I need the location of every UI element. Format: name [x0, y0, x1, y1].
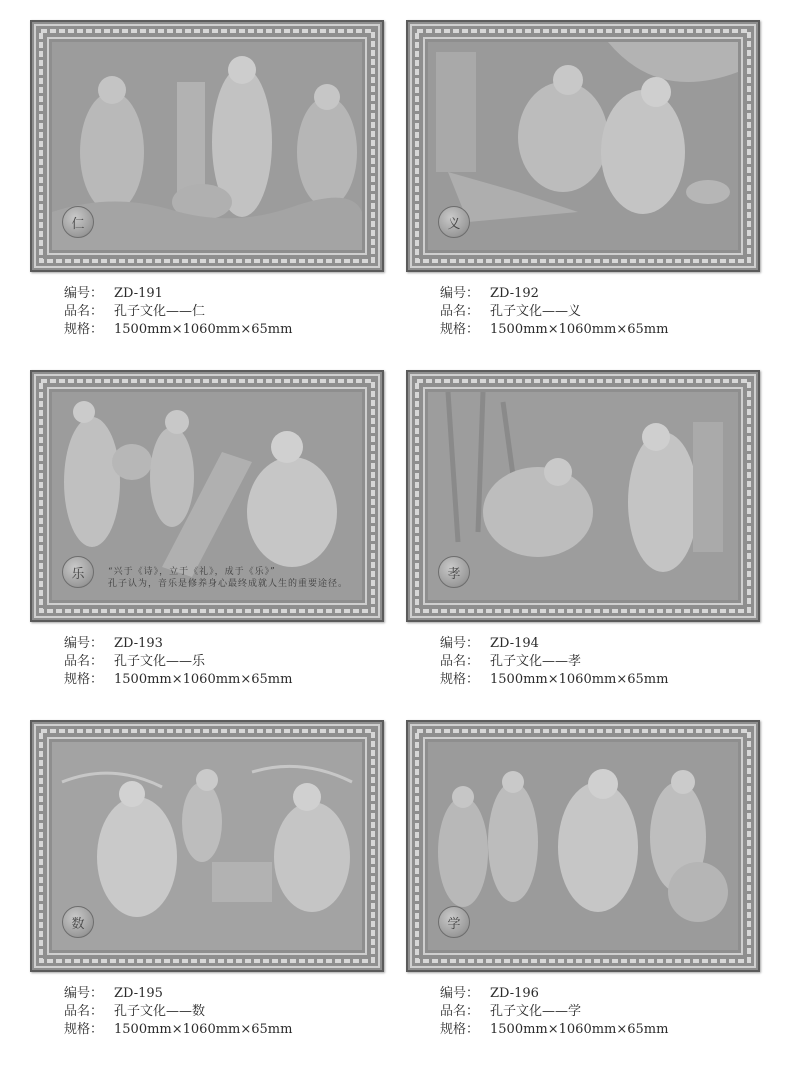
product-spec: 1500mm×1060mm×65mm [114, 672, 293, 687]
product-code: ZD-194 [490, 636, 539, 651]
name-label: 品名： [440, 1004, 480, 1019]
product-spec: 1500mm×1060mm×65mm [114, 1022, 293, 1037]
name-label: 品名： [64, 1004, 104, 1019]
code-label: 编号： [64, 986, 104, 1001]
seal-medallion: 仁 [62, 206, 94, 238]
product-name: 孔子文化——学 [490, 1004, 582, 1019]
seal-medallion: 孝 [438, 556, 470, 588]
spec-label: 规格： [64, 322, 104, 337]
product-spec: 1500mm×1060mm×65mm [490, 1022, 669, 1037]
product-code: ZD-193 [114, 636, 163, 651]
product-name: 孔子文化——义 [490, 304, 582, 319]
seal-medallion: 学 [438, 906, 470, 938]
product-name: 孔子文化——孝 [490, 654, 582, 669]
product-caption [64, 285, 292, 339]
product-caption [64, 635, 292, 689]
relief-scene [52, 42, 362, 250]
product-code: ZD-192 [490, 286, 539, 301]
product-spec: 1500mm×1060mm×65mm [490, 672, 669, 687]
seal-medallion: 数 [62, 906, 94, 938]
relief-panel-image [30, 720, 384, 972]
spec-label: 规格： [440, 1022, 480, 1037]
product-code: ZD-196 [490, 986, 539, 1001]
name-label: 品名： [440, 304, 480, 319]
relief-scene [428, 742, 738, 950]
spec-label: 规格： [64, 672, 104, 687]
spec-label: 规格： [440, 672, 480, 687]
relief-scene [428, 392, 738, 600]
seal-medallion: 义 [438, 206, 470, 238]
spec-label: 规格： [64, 1022, 104, 1037]
product-name: 孔子文化——乐 [114, 654, 206, 669]
relief-panel-image [406, 370, 760, 622]
relief-scene [52, 742, 362, 950]
code-label: 编号： [440, 986, 480, 1001]
name-label: 品名： [64, 654, 104, 669]
name-label: 品名： [64, 304, 104, 319]
relief-scene [428, 42, 738, 250]
relief-inscription [108, 566, 348, 590]
product-caption [64, 985, 292, 1039]
relief-panel-image [30, 20, 384, 272]
code-label: 编号： [440, 286, 480, 301]
seal-medallion: 乐 [62, 556, 94, 588]
spec-label: 规格： [440, 322, 480, 337]
product-name: 孔子文化——数 [114, 1004, 206, 1019]
relief-panel-image [30, 370, 384, 622]
product-caption [440, 985, 668, 1039]
product-spec: 1500mm×1060mm×65mm [114, 322, 293, 337]
inscription-line: 孔子认为，音乐是修养身心最终成就人生的重要途径。 [108, 579, 348, 589]
relief-panel-image [406, 20, 760, 272]
relief-panel-image [406, 720, 760, 972]
relief-scene [52, 392, 362, 600]
code-label: 编号： [64, 636, 104, 651]
code-label: 编号： [64, 286, 104, 301]
code-label: 编号： [440, 636, 480, 651]
product-spec: 1500mm×1060mm×65mm [490, 322, 669, 337]
name-label: 品名： [440, 654, 480, 669]
product-caption [440, 635, 668, 689]
product-name: 孔子文化——仁 [114, 304, 206, 319]
product-code: ZD-195 [114, 986, 163, 1001]
product-code: ZD-191 [114, 286, 163, 301]
product-caption [440, 285, 668, 339]
inscription-line: “兴于《诗》，立于《礼》，成于《乐》” [108, 567, 276, 577]
